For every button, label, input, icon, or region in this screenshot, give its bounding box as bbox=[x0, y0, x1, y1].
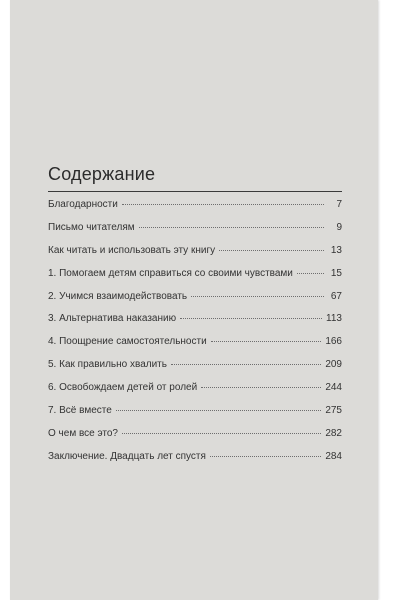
toc-entry-label: Письмо читателям bbox=[48, 221, 135, 233]
dot-leader bbox=[180, 318, 322, 319]
dot-leader bbox=[139, 227, 324, 228]
toc-entry-label: 3. Альтернатива наказанию bbox=[48, 313, 177, 325]
toc-entry bbox=[48, 313, 342, 336]
toc-entry bbox=[48, 451, 342, 474]
toc-entry-page: 67 bbox=[330, 290, 342, 302]
dot-leader bbox=[116, 410, 322, 411]
toc-entry-page: 244 bbox=[325, 382, 342, 394]
toc-entry bbox=[48, 359, 342, 382]
toc-entry bbox=[48, 268, 342, 291]
toc-entry-label: Благодарности bbox=[48, 199, 118, 210]
toc-entry bbox=[48, 382, 342, 405]
dot-leader bbox=[122, 433, 321, 434]
dot-leader bbox=[122, 204, 324, 205]
toc-entry bbox=[48, 199, 342, 222]
dot-leader bbox=[297, 273, 324, 274]
toc-entry bbox=[48, 428, 342, 451]
table-of-contents bbox=[48, 160, 342, 474]
title-underline bbox=[48, 191, 342, 192]
dot-leader bbox=[201, 387, 321, 388]
toc-entry-page: 7 bbox=[336, 199, 342, 210]
toc-entry-page: 209 bbox=[325, 359, 342, 371]
toc-list bbox=[48, 199, 342, 474]
book-page bbox=[10, 0, 378, 600]
toc-entry-label: 2. Учимся взаимодействовать bbox=[48, 290, 188, 302]
toc-entry-page: 166 bbox=[325, 336, 342, 348]
toc-entry-label: 6. Освобождаем детей от ролей bbox=[48, 382, 198, 394]
toc-entry-page: 13 bbox=[330, 244, 342, 256]
toc-entry bbox=[48, 245, 342, 268]
toc-entry-page: 275 bbox=[325, 405, 342, 417]
toc-entry-label: 4. Поощрение самостоятельности bbox=[48, 336, 207, 348]
toc-entry-label: 5. Как правильно хвалить bbox=[48, 359, 167, 371]
toc-entry bbox=[48, 291, 342, 314]
toc-entry-label: 1. Помогаем детям справиться со своими чувствами bbox=[48, 267, 293, 279]
toc-entry-label: О чем все это? bbox=[48, 427, 118, 439]
dot-leader bbox=[191, 296, 324, 297]
toc-entry bbox=[48, 336, 342, 359]
toc-entry-page: 284 bbox=[325, 450, 342, 462]
toc-entry-page: 15 bbox=[330, 267, 342, 279]
toc-entry-page: 113 bbox=[326, 313, 342, 325]
dot-leader bbox=[219, 250, 324, 251]
toc-entry-label: Заключение. Двадцать лет спустя bbox=[48, 450, 206, 462]
toc-entry bbox=[48, 405, 342, 428]
dot-leader bbox=[210, 456, 321, 457]
dot-leader bbox=[211, 341, 322, 342]
toc-entry-page: 9 bbox=[336, 221, 342, 233]
toc-entry-label: Как читать и использовать эту книгу bbox=[48, 244, 216, 256]
toc-title: Содержание bbox=[48, 164, 156, 184]
toc-entry-page: 282 bbox=[325, 427, 342, 439]
toc-entry bbox=[48, 222, 342, 245]
dot-leader bbox=[171, 364, 321, 365]
toc-entry-label: 7. Всё вместе bbox=[48, 405, 112, 417]
